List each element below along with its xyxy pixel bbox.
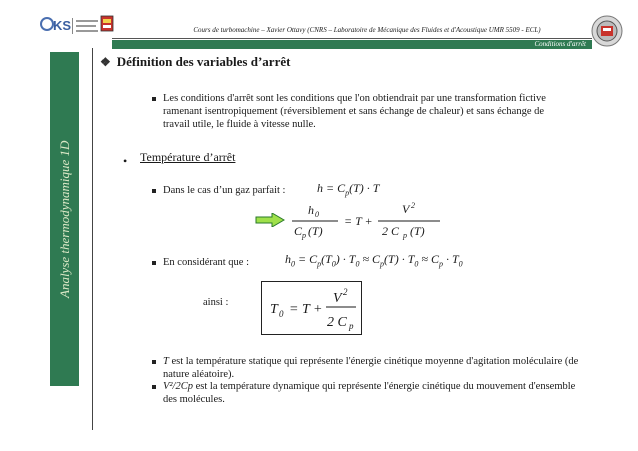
dynamic-temperature-symbol: V²/2Cp bbox=[163, 381, 193, 392]
definition-text: Les conditions d'arrêt sont les conditions que l'on obtiendrait par une transformation fictive ramenant isentropiquement (réversiblement et sans échange de chaleur) et sans échange de travail utile, le fluide à vitesse nulle. bbox=[163, 93, 546, 130]
header-rule bbox=[112, 38, 592, 39]
svg-text:p: p bbox=[302, 231, 306, 240]
section-bar bbox=[112, 40, 592, 49]
svg-text:(T): (T) bbox=[308, 224, 323, 238]
header-text: Cours de turbomachine – Xavier Ottavy (CNRS – Laboratoire de Mécanique des Fluides et d'Acoustique UMR 5509 - ECL) bbox=[193, 26, 541, 34]
svg-text:2 C: 2 C bbox=[327, 315, 347, 330]
stagnation-enthalpy-equation bbox=[290, 200, 460, 244]
square-bullet-icon bbox=[152, 189, 156, 193]
square-bullet-icon bbox=[152, 385, 156, 389]
arrow-right-icon bbox=[255, 213, 285, 227]
svg-text:= T +: = T + bbox=[344, 214, 373, 228]
svg-text:C: C bbox=[294, 224, 303, 238]
svg-text:2: 2 bbox=[343, 287, 348, 297]
static-temperature-symbol: T bbox=[163, 356, 169, 367]
svg-text:(T): (T) bbox=[410, 224, 425, 238]
crest-icon bbox=[100, 15, 114, 33]
svg-text:T: T bbox=[270, 302, 278, 317]
svg-text:0: 0 bbox=[315, 210, 319, 219]
svg-text:0: 0 bbox=[279, 309, 284, 319]
svg-text:V: V bbox=[333, 291, 342, 306]
dynamic-temperature-text bbox=[163, 380, 583, 406]
enthalpy-equation: $h = C_p(T) \cdot T$ bbox=[317, 181, 380, 198]
diamond-bullet-icon: ❖ bbox=[100, 55, 111, 69]
square-bullet-icon bbox=[152, 97, 156, 101]
sidebar-title: Analyse thermodynamique 1D bbox=[57, 140, 72, 298]
stagnation-temperature-equation bbox=[261, 281, 362, 335]
slide-heading bbox=[100, 54, 290, 70]
section-title: Conditions d'arrêt bbox=[534, 40, 586, 48]
sub-heading: Température d’arrêt bbox=[140, 150, 236, 164]
ainsi-label: ainsi : bbox=[203, 297, 229, 308]
sidebar bbox=[50, 52, 79, 386]
svg-text:p: p bbox=[349, 321, 354, 331]
svg-text:V: V bbox=[402, 202, 410, 216]
static-temperature-text bbox=[163, 355, 583, 381]
assumption-text: En considérant que : bbox=[163, 257, 250, 268]
square-bullet-icon bbox=[152, 261, 156, 265]
perfect-gas-text: Dans le cas d’un gaz parfait : bbox=[163, 185, 286, 196]
svg-text:2: 2 bbox=[411, 201, 415, 210]
svg-text:= T +: = T + bbox=[289, 302, 323, 317]
approximation-equation: $h_0 = C_p(T_0) \cdot T_0 \approx C_p(T) \cdot T_0 \approx C_p \cdot T_0$ bbox=[285, 252, 463, 269]
gear-logo-icon bbox=[590, 14, 624, 48]
svg-text:p: p bbox=[403, 231, 407, 240]
square-bullet-icon bbox=[152, 360, 156, 364]
svg-text:h: h bbox=[308, 203, 314, 217]
svg-text:KS: KS bbox=[53, 18, 72, 33]
heading-text: Définition des variables d’arrêt bbox=[116, 54, 291, 69]
vertical-divider bbox=[92, 48, 93, 430]
svg-text:2 C: 2 C bbox=[382, 224, 400, 238]
static-temperature-description: est la température statique qui représente l'énergie cinétique moyenne d'agitation moléculaire (de nature aléatoire). bbox=[163, 356, 579, 380]
dynamic-temperature-description: est la température dynamique qui représente l'énergie cinétique du mouvement d'ensemble des molécules. bbox=[163, 381, 576, 405]
round-bullet-icon: • bbox=[123, 154, 128, 168]
